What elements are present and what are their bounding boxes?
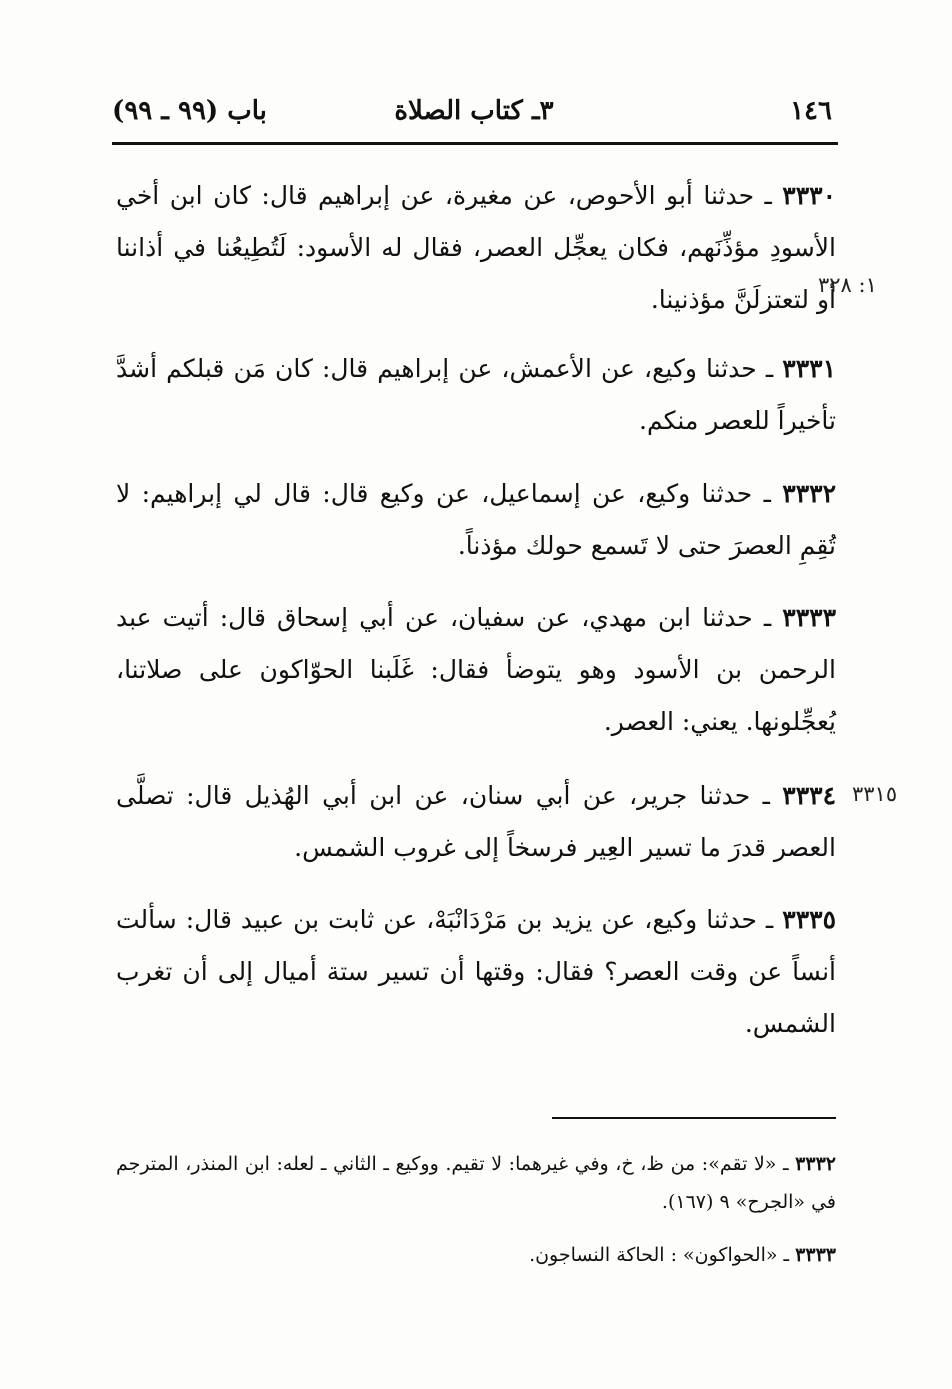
hadith-3335: [116, 894, 836, 1050]
hadith-text: ـ حدثنا جرير، عن أبي سنان، عن ابن أبي الهُذيل قال: تصلَّى العصر قدرَ ما تسير العِير فرسخاً إلى غروب الشمس.: [116, 781, 836, 862]
page-number: ١٤٦: [790, 96, 832, 126]
hadith-text: ـ حدثنا وكيع، عن الأعمش، عن إبراهيم قال: كان مَن قبلكم أشدَّ تأخيراً للعصر منكم.: [116, 354, 836, 435]
hadith-3332: [116, 468, 836, 572]
hadith-3333: [116, 592, 836, 748]
hadith-number: ٣٣٣٢: [782, 479, 836, 508]
hadith-number: ٣٣٣٣: [782, 603, 836, 632]
hadith-number: ٣٣٣١: [782, 354, 836, 383]
footnote-separator: [552, 1117, 836, 1119]
hadith-number: ٣٣٣٤: [782, 781, 837, 810]
hadith-text: ـ حدثنا وكيع، عن إسماعيل، عن وكيع قال: قال لي إبراهيم: لا تُقِمِ العصرَ حتى لا تَسمع حولك مؤذناً.: [116, 479, 836, 560]
hadith-text: ـ حدثنا أبو الأحوص، عن مغيرة، عن إبراهيم قال: كان ابن أخي الأسودِ مؤذِّنَهم، فكان يعجِّل العصر، فقال له الأسود: لَتُطِيعُنا في أذاننا أو لتعتزلَنَّ مؤذنينا.: [116, 181, 836, 314]
footnote-text: ـ «لا تقم»: من ظ، خ، وفي غيرهما: لا تقيم. ووكيع ـ الثاني ـ لعله: ابن المنذر، المترجم في «الجرح» ٩ (١٦٧).: [116, 1153, 836, 1213]
footnote-number: ٣٣٣٢: [795, 1153, 836, 1175]
hadith-text: ـ حدثنا وكيع، عن يزيد بن مَرْدَانْبَهْ، عن ثابت بن عبيد قال: سألت أنساً عن وقت العصر؟ فقال: وقتها أن تسير ستة أميال إلى أن تغرب الشمس.: [116, 905, 836, 1038]
running-header: [112, 92, 836, 136]
margin-reference: ١: ٣٢٨: [818, 273, 877, 297]
header-rule: [112, 142, 838, 145]
margin-reference: ٣٣١٥: [852, 782, 898, 806]
hadith-number: ٣٣٣٥: [782, 905, 836, 934]
hadith-number: ٣٣٣٠: [782, 181, 837, 210]
book-title: ٣ـ كتاب الصلاة: [394, 96, 554, 126]
hadith-3334: [116, 770, 836, 874]
footnote-3333: [116, 1236, 836, 1274]
footnote-text: ـ «الحواكون» : الحاكة النساجون.: [529, 1244, 790, 1266]
hadith-3330: [116, 170, 836, 326]
footnote-3332: [116, 1145, 836, 1221]
hadith-3331: [116, 343, 836, 447]
chapter-title: باب (٩٩ ـ ٩٩): [112, 96, 267, 126]
hadith-text: ـ حدثنا ابن مهدي، عن سفيان، عن أبي إسحاق قال: أتيت عبد الرحمن بن الأسود وهو يتوضأ فقال: غَلَبنا الحوّاكون على صلاتنا، يُعجِّلونها. يعني: العصر.: [116, 603, 836, 736]
footnote-number: ٣٣٣٣: [795, 1244, 836, 1266]
